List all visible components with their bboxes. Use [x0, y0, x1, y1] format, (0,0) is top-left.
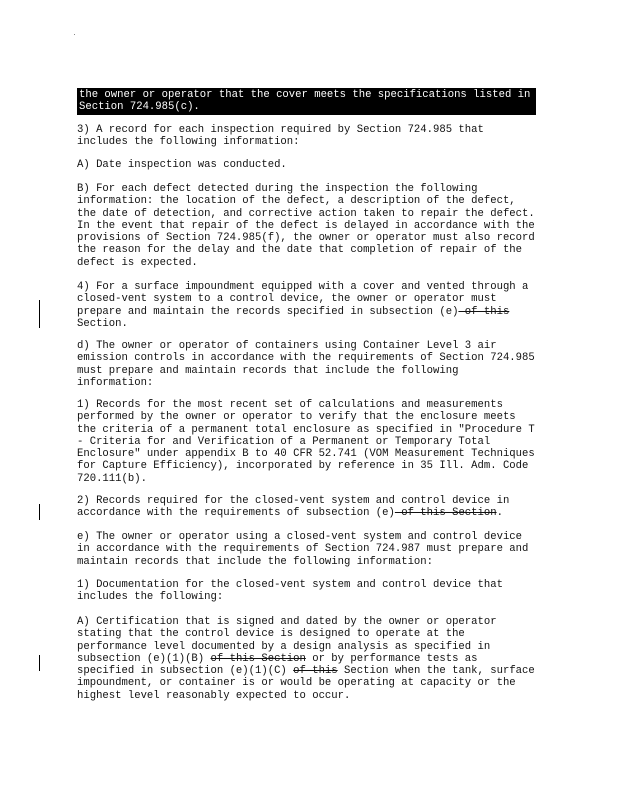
paragraph-ea [77, 616, 541, 702]
paragraph-a [77, 159, 541, 171]
paragraph-1 [77, 399, 541, 485]
highlighted-line [77, 88, 536, 115]
paragraph-text: 2) Records required for the closed-vent system and control device in accordance with the requirements of subsection (e) of this Section. [77, 495, 510, 520]
paragraph-2 [77, 495, 541, 520]
highlighted-text: the owner or operator that the cover meets the specifications listed in Section 724.985(c). [79, 89, 531, 114]
scan-speck [74, 34, 75, 35]
paragraph-text: 3) A record for each inspection required by Section 724.985 that includes the following information: [77, 124, 484, 149]
paragraph-e1 [77, 579, 541, 604]
paragraph-text: B) For each defect detected during the inspection the following information: the location of the defect, a description of the defect, the date of detection, and corrective action taken to repair the defect. In the event that repair of the defect is delayed in accordance with the provisions of Section 724.985(f), the owner or operator must also record the reason for the delay and the date that completion of repair of the defect is expected. [77, 183, 535, 269]
paragraph-3 [77, 124, 541, 149]
paragraph-4 [77, 281, 541, 330]
struck-text: of this [293, 665, 338, 678]
paragraph-text: 1) Documentation for the closed-vent system and control device that includes the following: [77, 579, 503, 604]
revision-bar [39, 504, 40, 520]
paragraph-b [77, 183, 541, 269]
paragraph-text: A) Date inspection was conducted. [77, 159, 287, 171]
revision-bar [39, 655, 40, 671]
paragraph-d [77, 340, 541, 389]
paragraph-text: 1) Records for the most recent set of calculations and measurements performed by the owner or operator to verify that the enclosure meets the criteria of a permanent total enclosure as specified in "Procedure T - Criteria for and Verification of a Permanent or Temporary Total Enclosure" under appendix B to 40 CFR 52.741 (VOM Measurement Techniques for Capture Efficiency), incorporated by reference in 35 Ill. Adm. Code 720.111(b). [77, 399, 535, 485]
struck-text: of this [458, 305, 510, 318]
struck-text: of this Section [394, 507, 497, 520]
struck-text: of this Section [210, 652, 306, 665]
paragraph-text: A) Certification that is signed and dated by the owner or operator stating that the control device is designed to operate at the performance level documented by a design analysis as specified in subsection (e)(1)(B) of this Section or by performance tests as specified in subsection (e)(1)(C) of this Section when the tank, surface impoundment, or container is or would be operating at capacity or the highest level reasonably expected to occur. [77, 616, 535, 702]
paragraph-text: 4) For a surface impoundment equipped with a cover and vented through a closed-vent system to a control device, the owner or operator must prepare and maintain the records specified in subsection (e) of this Section. [77, 281, 529, 330]
revision-bar [39, 300, 40, 328]
paragraph-text: e) The owner or operator using a closed-vent system and control device in accordance with the requirements of Section 724.987 must prepare and maintain records that include the following information: [77, 531, 529, 568]
paragraph-e [77, 531, 541, 568]
paragraph-text: d) The owner or operator of containers using Container Level 3 air emission controls in accordance with the requirements of Section 724.985 must prepare and maintain records that include the following information: [77, 340, 535, 389]
